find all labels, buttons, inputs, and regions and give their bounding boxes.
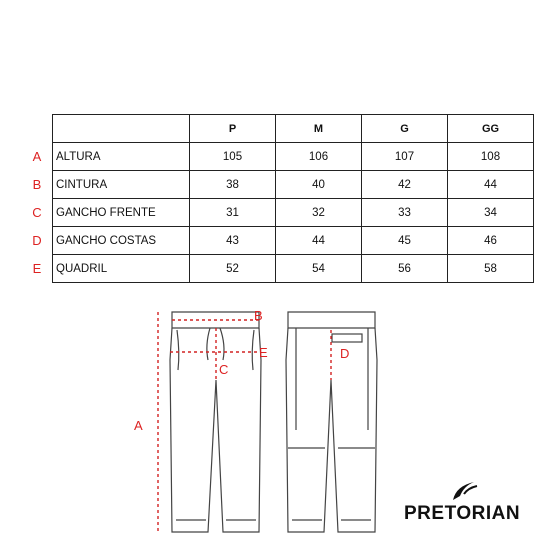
measure-value: 106: [276, 143, 362, 171]
row-letter: D: [32, 233, 42, 248]
table-row: [53, 143, 534, 171]
label-e: E: [259, 345, 268, 360]
measure-value: 54: [276, 255, 362, 283]
table-row: [53, 199, 534, 227]
measure-value: 38: [190, 171, 276, 199]
measure-value: 44: [448, 171, 534, 199]
measure-label: ALTURA: [53, 143, 190, 171]
measure-value: 107: [362, 143, 448, 171]
back-waistband: [288, 312, 375, 328]
measure-value: 31: [190, 199, 276, 227]
measure-value: 33: [362, 199, 448, 227]
measure-value: 52: [190, 255, 276, 283]
row-letter: E: [32, 261, 42, 276]
measure-label: GANCHO FRENTE: [53, 199, 190, 227]
measure-value: 58: [448, 255, 534, 283]
measure-value: 44: [276, 227, 362, 255]
measure-value: 32: [276, 199, 362, 227]
measure-value: 34: [448, 199, 534, 227]
measure-label: GANCHO COSTAS: [53, 227, 190, 255]
measure-label: CINTURA: [53, 171, 190, 199]
table-row: [53, 255, 534, 283]
label-d: D: [340, 346, 350, 361]
label-b: B: [254, 308, 263, 323]
header-cell: M: [276, 115, 362, 143]
pretorian-logo-icon: [450, 480, 480, 502]
measure-value: 45: [362, 227, 448, 255]
size-table: [52, 114, 534, 283]
pants-drawing: [120, 300, 400, 536]
measure-value: 43: [190, 227, 276, 255]
header-cell: GG: [448, 115, 534, 143]
measure-value: 108: [448, 143, 534, 171]
measure-value: 105: [190, 143, 276, 171]
header-cell: P: [190, 115, 276, 143]
table-row: [53, 171, 534, 199]
header-cell: [53, 115, 190, 143]
header-cell: G: [362, 115, 448, 143]
pants-diagram: [120, 300, 400, 536]
measure-value: 40: [276, 171, 362, 199]
row-letter: A: [32, 149, 42, 164]
row-letter: C: [32, 205, 42, 220]
drawstring: [207, 328, 224, 360]
back-pocket: [332, 334, 362, 342]
row-letter-column: [30, 143, 44, 283]
table-header-row: [53, 115, 534, 143]
measure-label: QUADRIL: [53, 255, 190, 283]
label-a: A: [134, 418, 143, 433]
label-c: C: [219, 362, 229, 377]
row-letter: B: [32, 177, 42, 192]
measure-value: 42: [362, 171, 448, 199]
measure-value: 46: [448, 227, 534, 255]
back-pants-outline: [286, 328, 377, 532]
measure-value: 56: [362, 255, 448, 283]
table-row: [53, 227, 534, 255]
brand-name: PRETORIAN: [404, 503, 521, 524]
